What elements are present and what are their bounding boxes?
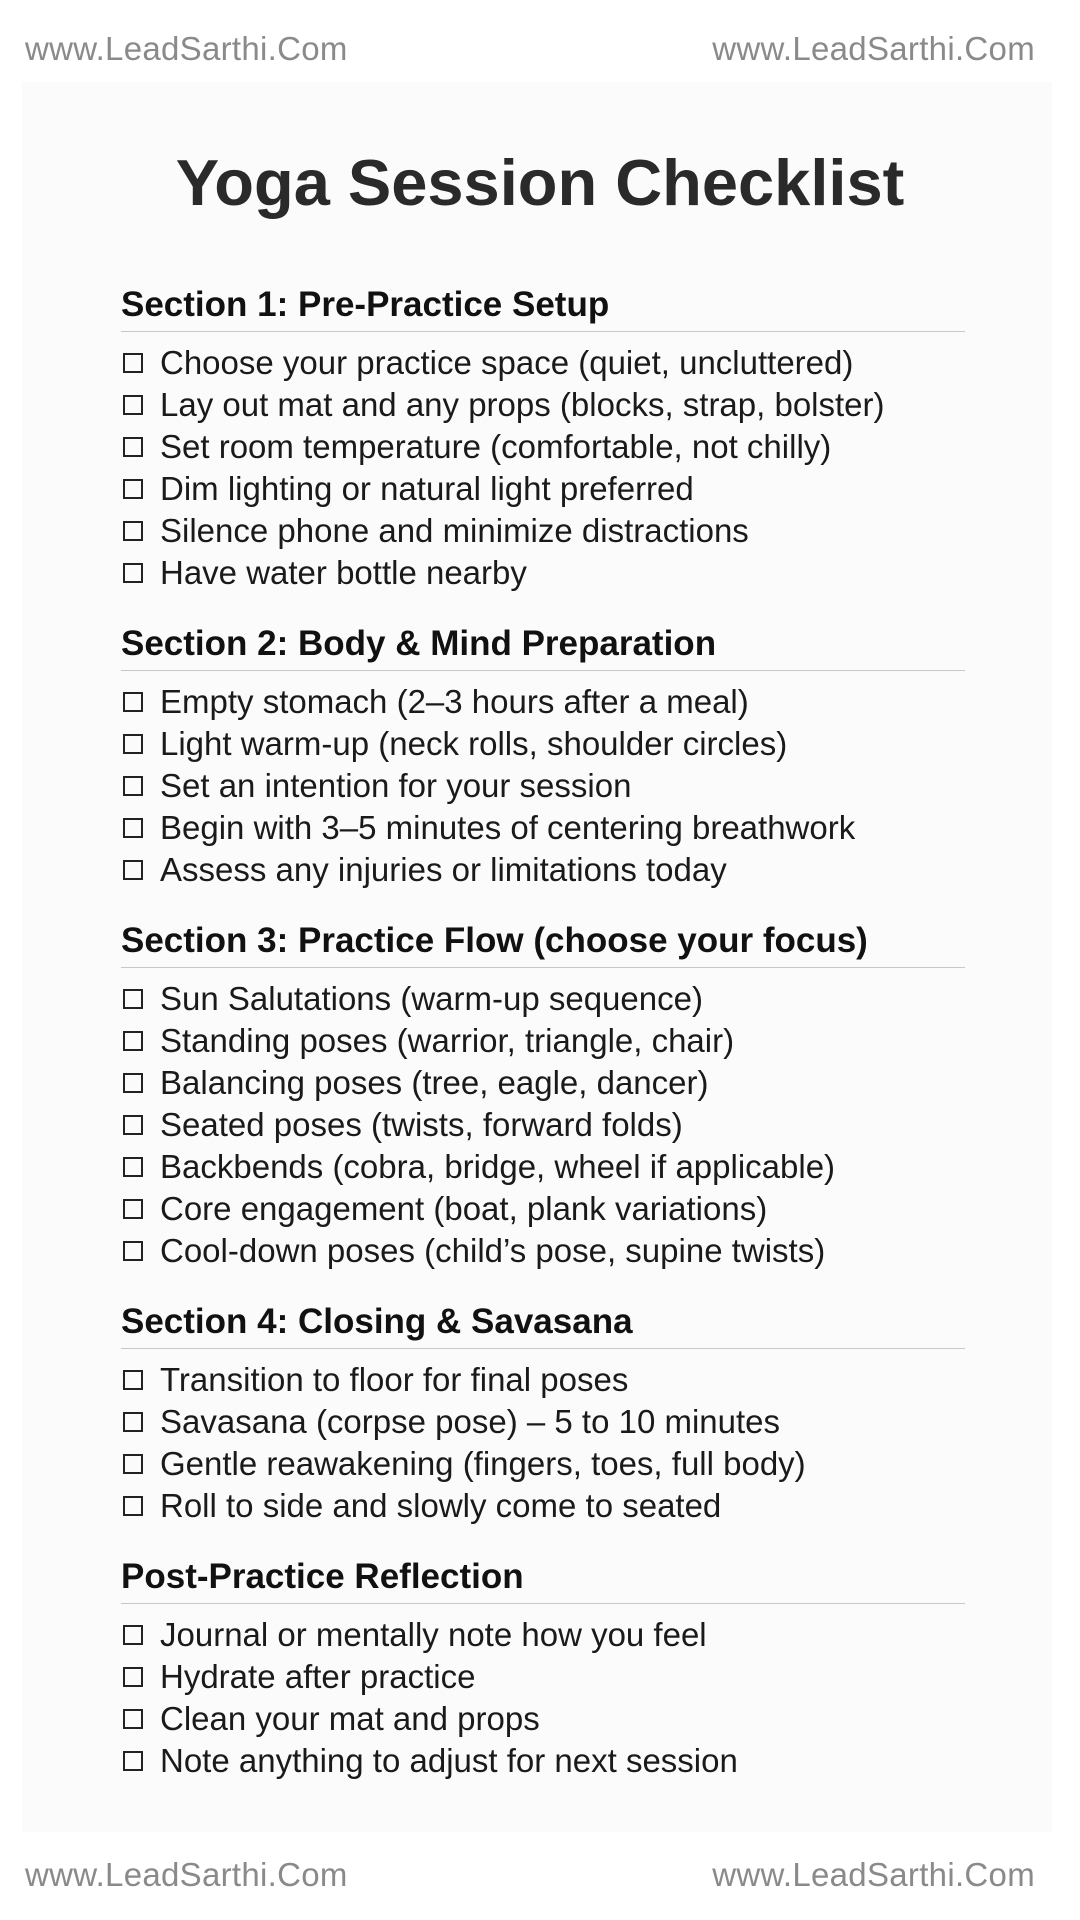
- checkbox-icon[interactable]: [123, 437, 143, 457]
- checklist-item-label: Savasana (corpse pose) – 5 to 10 minutes: [160, 1403, 781, 1440]
- checklist-item-label: Core engagement (boat, plank variations): [160, 1190, 768, 1227]
- checkbox-icon[interactable]: [123, 353, 143, 373]
- checklist-item-label: Note anything to adjust for next session: [160, 1742, 738, 1779]
- checkbox-icon[interactable]: [123, 1157, 143, 1177]
- checkbox-icon[interactable]: [123, 1031, 143, 1051]
- checklist-item-label: Have water bottle nearby: [160, 554, 527, 591]
- section-divider: [121, 1348, 965, 1349]
- checklist-item: [121, 384, 1001, 426]
- section-heading: Section 3: Practice Flow (choose your focus): [121, 921, 868, 960]
- checklist-item: [121, 978, 1001, 1020]
- checklist-item-label: Choose your practice space (quiet, uncluttered): [160, 344, 854, 381]
- checklist-item: [121, 1401, 1001, 1443]
- checklist-section: [121, 1552, 1001, 1782]
- checkbox-icon[interactable]: [123, 860, 143, 880]
- checklist-item-label: Dim lighting or natural light preferred: [160, 470, 694, 507]
- checklist-item-label: Light warm-up (neck rolls, shoulder circles): [160, 725, 788, 762]
- checklist-item: [121, 510, 1001, 552]
- checklist-item-label: Standing poses (warrior, triangle, chair): [160, 1022, 735, 1059]
- checkbox-icon[interactable]: [123, 1751, 143, 1771]
- checklist-item-label: Begin with 3–5 minutes of centering breathwork: [160, 809, 856, 846]
- checkbox-icon[interactable]: [123, 1496, 143, 1516]
- checklist-item: [121, 468, 1001, 510]
- section-divider: [121, 331, 965, 332]
- checklist-item: [121, 342, 1001, 384]
- checklist-item-label: Journal or mentally note how you feel: [160, 1616, 707, 1653]
- checklist-item-label: Silence phone and minimize distractions: [160, 512, 749, 549]
- checkbox-icon[interactable]: [123, 1073, 143, 1093]
- checkbox-icon[interactable]: [123, 1412, 143, 1432]
- checklist-items: [121, 342, 1001, 594]
- checklist-item: [121, 1020, 1001, 1062]
- section-heading: Section 2: Body & Mind Preparation: [121, 624, 717, 663]
- checkbox-icon[interactable]: [123, 776, 143, 796]
- checklist-item: [121, 1230, 1001, 1272]
- checklist-item: [121, 1104, 1001, 1146]
- checkbox-icon[interactable]: [123, 479, 143, 499]
- checklist-item: [121, 849, 1001, 891]
- checkbox-icon[interactable]: [123, 563, 143, 583]
- checklist-item: [121, 681, 1001, 723]
- checkbox-icon[interactable]: [123, 1199, 143, 1219]
- section-divider: [121, 670, 965, 671]
- watermark-top-right: www.LeadSarthi.Com: [712, 30, 1035, 67]
- checklist-item-label: Transition to floor for final poses: [160, 1361, 629, 1398]
- checklist-item-label: Balancing poses (tree, eagle, dancer): [160, 1064, 709, 1101]
- checklist-item-label: Set an intention for your session: [160, 767, 632, 804]
- section-heading: Post-Practice Reflection: [121, 1557, 524, 1596]
- checklist-item: [121, 807, 1001, 849]
- checkbox-icon[interactable]: [123, 1625, 143, 1645]
- checklist-item: [121, 1062, 1001, 1104]
- checklist-content: [121, 280, 1001, 1782]
- checklist-item: [121, 1146, 1001, 1188]
- checkbox-icon[interactable]: [123, 989, 143, 1009]
- checklist-item: [121, 1614, 1001, 1656]
- checkbox-icon[interactable]: [123, 395, 143, 415]
- checklist-item-label: Backbends (cobra, bridge, wheel if applicable): [160, 1148, 836, 1185]
- watermark-top-left: www.LeadSarthi.Com: [25, 30, 348, 67]
- checklist-item: [121, 1359, 1001, 1401]
- checklist-section: [121, 1297, 1001, 1527]
- checkbox-icon[interactable]: [123, 818, 143, 838]
- checkbox-icon[interactable]: [123, 1241, 143, 1261]
- checklist-item-label: Lay out mat and any props (blocks, strap, bolster): [160, 386, 885, 423]
- checkbox-icon[interactable]: [123, 1709, 143, 1729]
- checklist-item: [121, 1740, 1001, 1782]
- checklist-item-label: Empty stomach (2–3 hours after a meal): [160, 683, 749, 720]
- checklist-item: [121, 1188, 1001, 1230]
- checklist-item-label: Assess any injuries or limitations today: [160, 851, 727, 888]
- page-title: Yoga Session Checklist: [175, 146, 905, 219]
- section-heading: Section 1: Pre-Practice Setup: [121, 285, 610, 324]
- section-heading: Section 4: Closing & Savasana: [121, 1302, 633, 1341]
- checklist-item: [121, 723, 1001, 765]
- checklist-item: [121, 1443, 1001, 1485]
- checkbox-icon[interactable]: [123, 734, 143, 754]
- checklist-items: [121, 978, 1001, 1272]
- watermark-bottom-left: www.LeadSarthi.Com: [25, 1856, 348, 1893]
- checklist-item: [121, 552, 1001, 594]
- checklist-item: [121, 1656, 1001, 1698]
- checklist-item: [121, 426, 1001, 468]
- checklist-items: [121, 1359, 1001, 1527]
- checklist-section: [121, 280, 1001, 594]
- checkbox-icon[interactable]: [123, 692, 143, 712]
- watermark-bottom-right: www.LeadSarthi.Com: [712, 1856, 1035, 1893]
- checklist-item-label: Gentle reawakening (fingers, toes, full body): [160, 1445, 806, 1482]
- checklist-item-label: Seated poses (twists, forward folds): [160, 1106, 683, 1143]
- checklist-item: [121, 1698, 1001, 1740]
- checklist-item-label: Hydrate after practice: [160, 1658, 476, 1695]
- section-divider: [121, 1603, 965, 1604]
- checklist-section: [121, 916, 1001, 1272]
- checkbox-icon[interactable]: [123, 1454, 143, 1474]
- checklist-items: [121, 681, 1001, 891]
- checklist-item-label: Roll to side and slowly come to seated: [160, 1487, 722, 1524]
- section-divider: [121, 967, 965, 968]
- checklist-item-label: Clean your mat and props: [160, 1700, 540, 1737]
- checklist-items: [121, 1614, 1001, 1782]
- checklist-item-label: Cool-down poses (child’s pose, supine twists): [160, 1232, 826, 1269]
- checkbox-icon[interactable]: [123, 1370, 143, 1390]
- checklist-item-label: Set room temperature (comfortable, not chilly): [160, 428, 832, 465]
- checklist-section: [121, 619, 1001, 891]
- checkbox-icon[interactable]: [123, 521, 143, 541]
- checklist-item: [121, 1485, 1001, 1527]
- checkbox-icon[interactable]: [123, 1115, 143, 1135]
- checklist-item: [121, 765, 1001, 807]
- checkbox-icon[interactable]: [123, 1667, 143, 1687]
- checklist-item-label: Sun Salutations (warm-up sequence): [160, 980, 703, 1017]
